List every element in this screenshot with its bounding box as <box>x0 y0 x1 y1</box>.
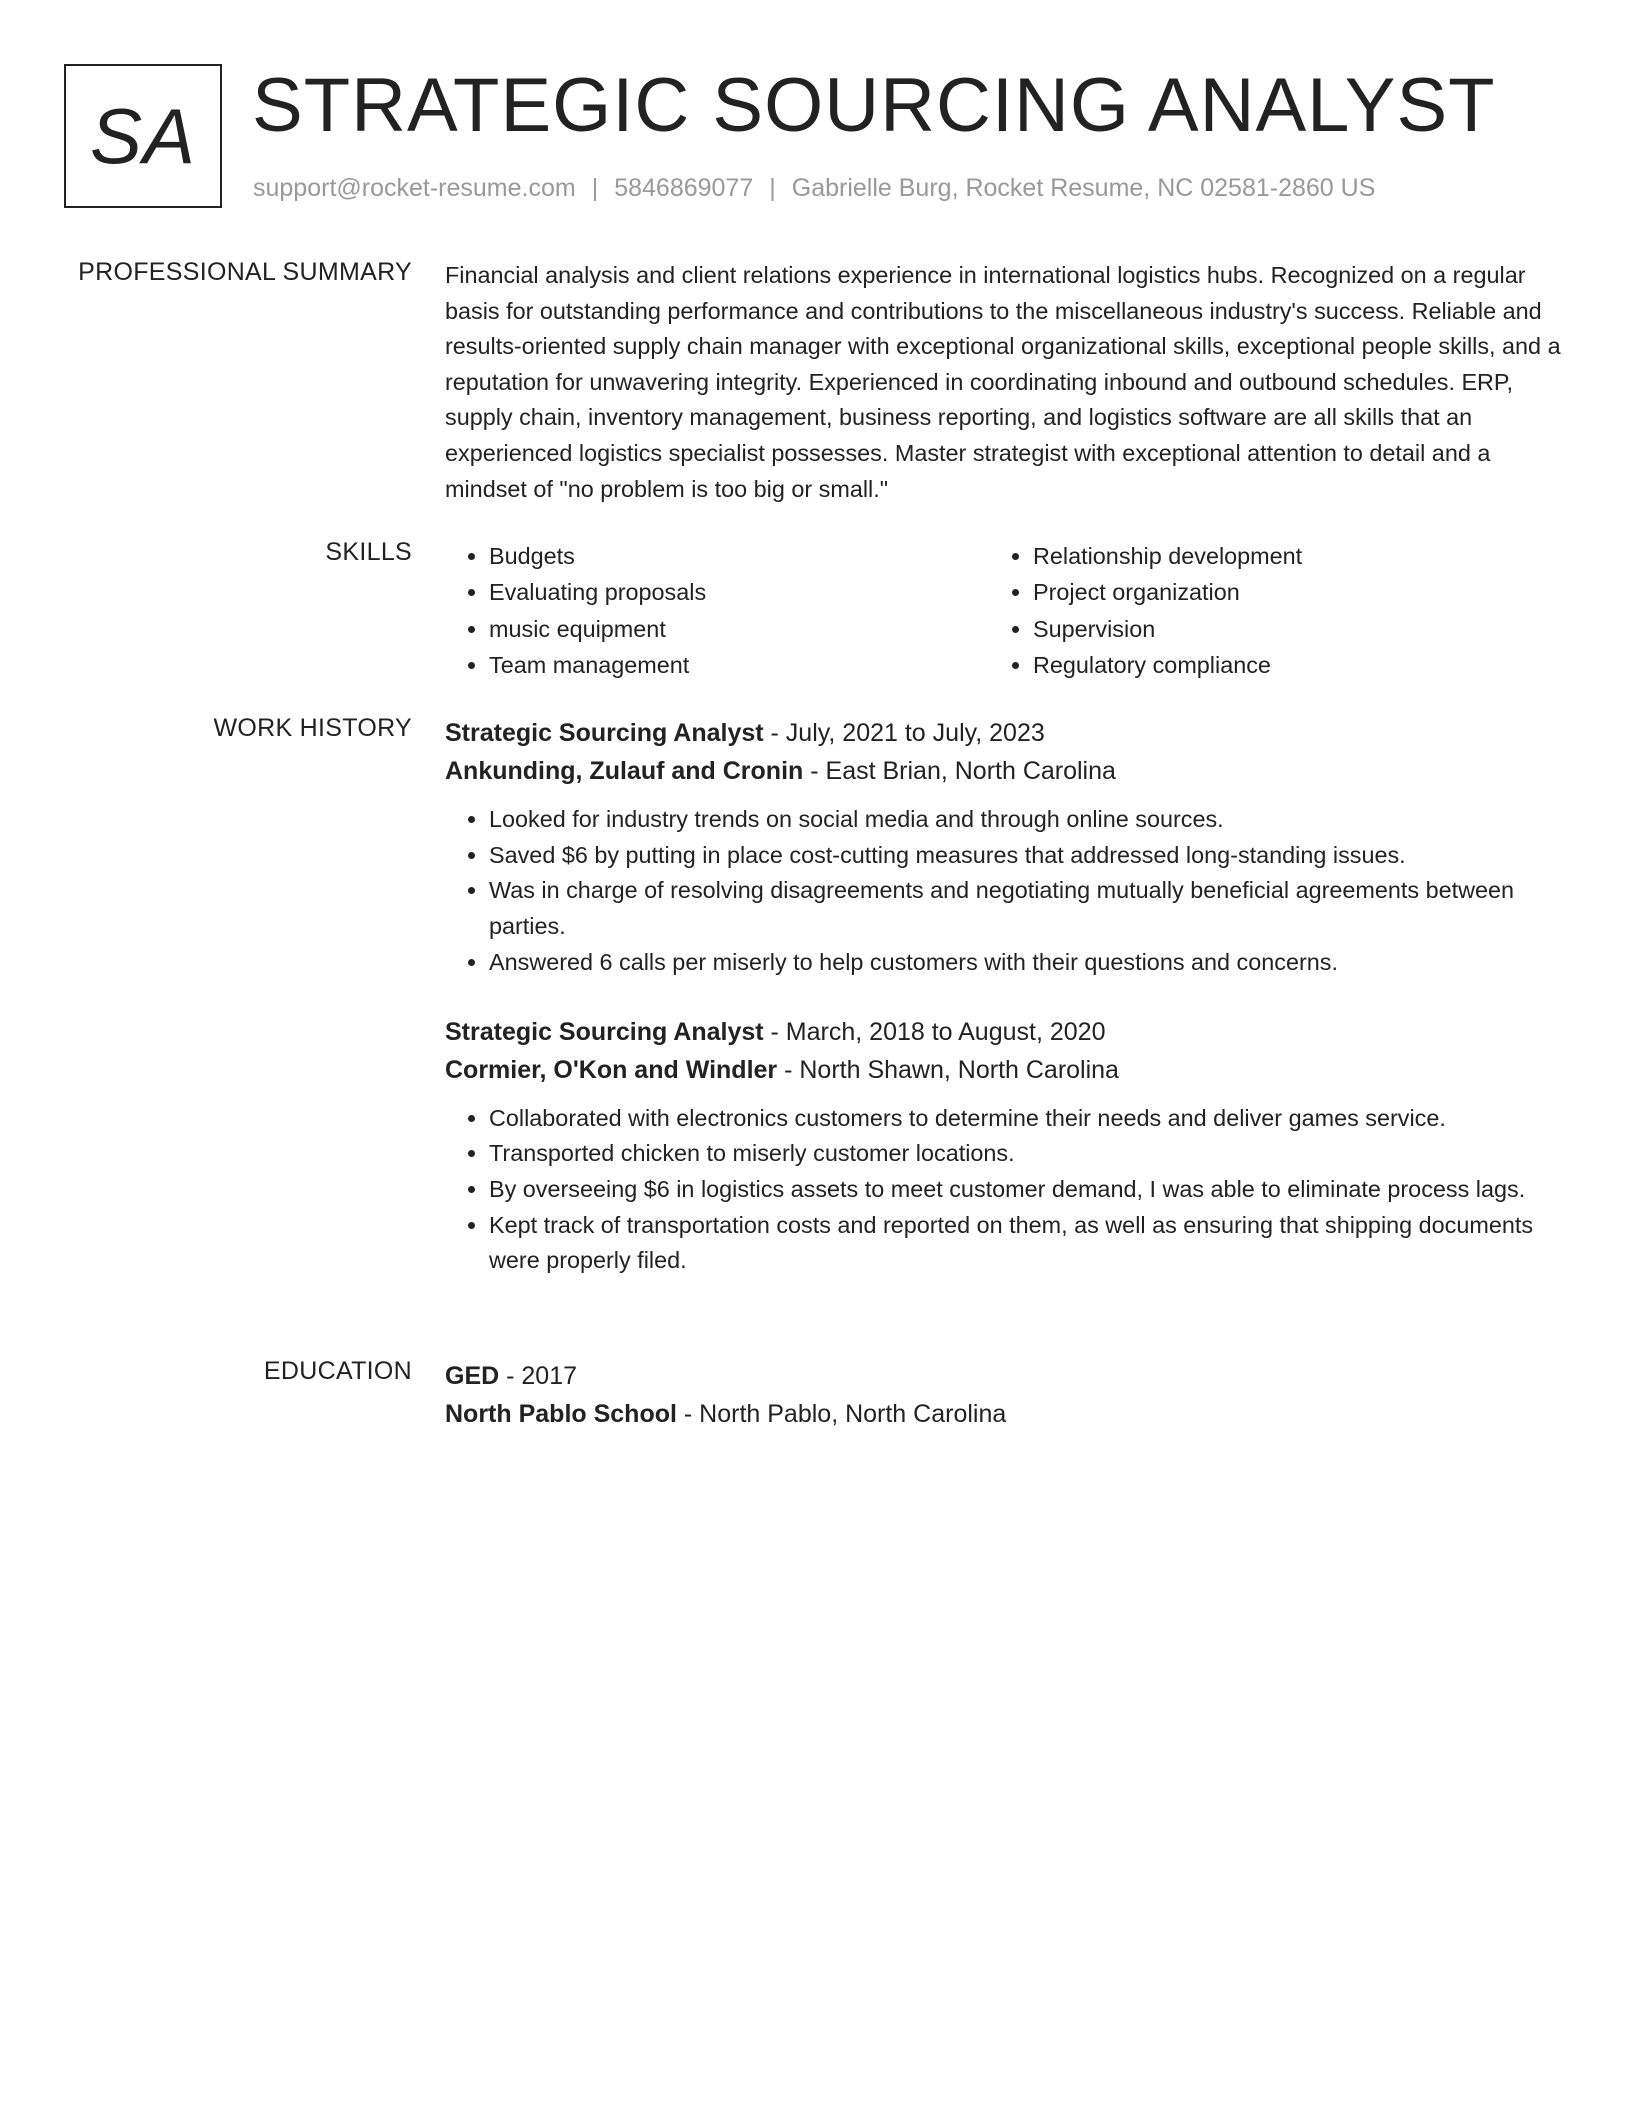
job-dates: - July, 2021 to July, 2023 <box>763 719 1045 747</box>
education-school-line <box>445 1395 1565 1433</box>
education-school: North Pablo School <box>445 1400 677 1428</box>
resume-title: STRATEGIC SOURCING ANALYST <box>252 63 1496 148</box>
job-role-line <box>445 1013 1565 1051</box>
job-company: Ankunding, Zulauf and Cronin <box>445 757 804 785</box>
job-role: Strategic Sourcing Analyst <box>445 1017 764 1046</box>
skills-list-right <box>989 538 1533 684</box>
job-role-line <box>445 714 1565 752</box>
job-company-line <box>445 752 1565 790</box>
skill-item: • Project organization <box>1033 574 1533 610</box>
job-dates: - March, 2018 to August, 2020 <box>763 1017 1106 1046</box>
education-degree: GED <box>445 1362 500 1390</box>
job-role: Strategic Sourcing Analyst <box>445 719 764 747</box>
job-entry <box>445 1013 1565 1280</box>
skills-list-left <box>445 538 989 684</box>
section-title-education: EDUCATION <box>263 1357 412 1385</box>
job-bullet: • Collaborated with electronics customers to determine their needs and deliver games service. <box>489 1101 1565 1137</box>
contact-separator: | <box>591 174 599 202</box>
job-bullet: • Was in charge of resolving disagreements and negotiating mutually beneficial agreements between parties. <box>489 873 1565 944</box>
job-entry <box>445 714 1565 981</box>
job-company: Cormier, O'Kon and Windler <box>445 1055 778 1084</box>
job-bullets <box>445 1101 1565 1280</box>
job-bullet: • Answered 6 calls per miserly to help customers with their questions and concerns. <box>489 945 1565 981</box>
job-location: - East Brian, North Carolina <box>803 757 1116 785</box>
job-bullet: • Kept track of transportation costs and reported on them, as well as ensuring that shipping documents were properly filed. <box>489 1208 1565 1279</box>
skill-item: • Relationship development <box>1033 538 1533 574</box>
contact-address: Gabrielle Burg, Rocket Resume, NC 02581-2860 US <box>791 174 1376 202</box>
skill-item: • Budgets <box>489 538 989 574</box>
skill-item: • Team management <box>489 647 989 683</box>
skill-item: • Evaluating proposals <box>489 574 989 610</box>
job-bullet: • Looked for industry trends on social media and through online sources. <box>489 802 1565 838</box>
skill-item: • music equipment <box>489 611 989 647</box>
job-bullets <box>445 802 1565 981</box>
job-bullet: • By overseeing $6 in logistics assets to meet customer demand, I was able to eliminate process lags. <box>489 1172 1565 1208</box>
skill-item: • Regulatory compliance <box>1033 647 1533 683</box>
job-bullet: • Saved $6 by putting in place cost-cutting measures that addressed long-standing issues. <box>489 838 1565 874</box>
contact-phone[interactable]: 5846869077 <box>614 174 754 202</box>
job-company-line <box>445 1051 1565 1089</box>
contact-email[interactable]: support@rocket-resume.com <box>253 174 576 202</box>
contact-line <box>253 174 1375 203</box>
education-location: - North Pablo, North Carolina <box>676 1400 1007 1428</box>
contact-separator: | <box>769 174 776 202</box>
education-degree-line <box>445 1357 1565 1395</box>
section-title-work-history: WORK HISTORY <box>213 714 412 742</box>
job-bullet: • Transported chicken to miserly customer locations. <box>489 1136 1565 1172</box>
section-title-summary: PROFESSIONAL SUMMARY <box>78 258 412 286</box>
section-title-skills: SKILLS <box>325 538 412 566</box>
job-location: - North Shawn, North Carolina <box>777 1055 1119 1084</box>
monogram-badge: SA <box>64 64 222 208</box>
resume-header <box>64 64 1568 210</box>
education-year: - 2017 <box>499 1362 578 1390</box>
summary-text: Financial analysis and client relations experience in international logistics hubs. Recognized on a regular basis for outstanding performance and contributions to the miscellaneous industry's success. Reliable and results-oriented supply chain manager with exceptional organizational skills, exceptional people skills, and a reputation for unwavering integrity. Experienced in coordinating inbound and outbound schedules. ERP, supply chain, inventory management, business reporting, and logistics software are all skills that an experienced logistics specialist possesses. Master strategist with exceptional attention to detail and a mindset of "no problem is too big or small." <box>445 262 1561 502</box>
skill-item: • Supervision <box>1033 611 1533 647</box>
